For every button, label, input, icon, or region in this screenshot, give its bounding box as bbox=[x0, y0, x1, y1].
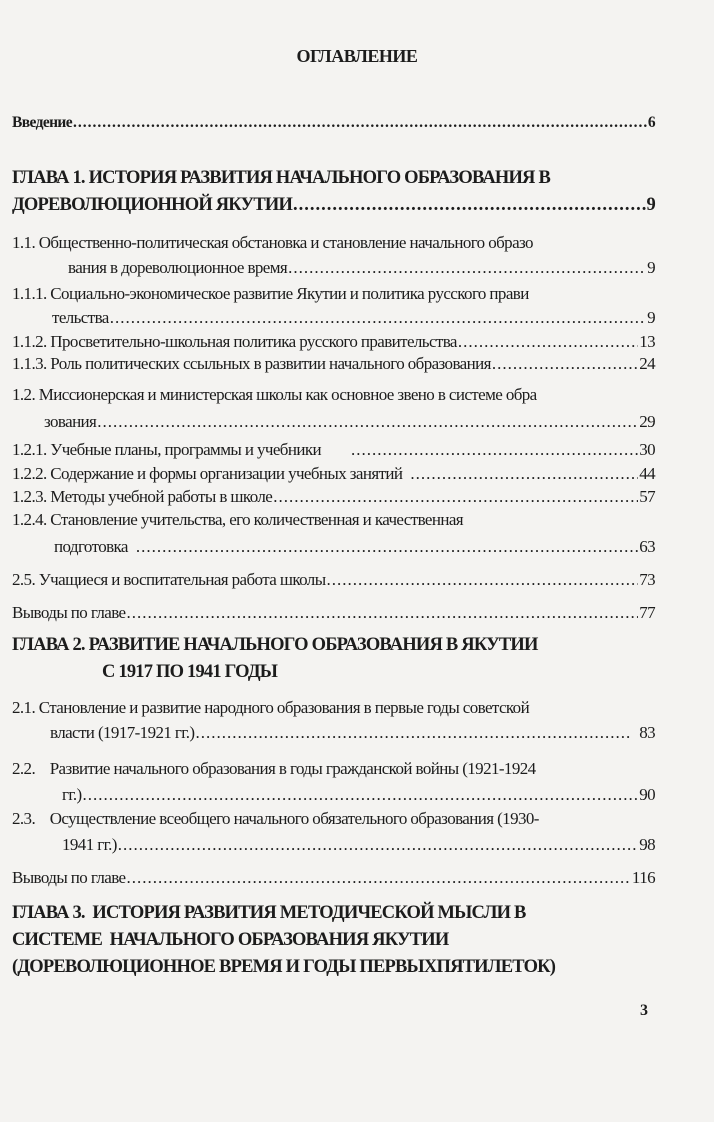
toc-entry-1-2-2 bbox=[12, 464, 655, 484]
toc-entry-1-1-1-cont bbox=[12, 308, 655, 328]
dot-leader bbox=[351, 440, 638, 460]
page-title: ОГЛАВЛЕНИЕ bbox=[296, 46, 418, 66]
entry-label: вания в дореволюционное время bbox=[68, 258, 288, 277]
dot-leader bbox=[273, 487, 638, 507]
toc-entry-1-1-3 bbox=[12, 354, 655, 374]
entry-page: 30 bbox=[639, 440, 655, 459]
entry-page: 44 bbox=[639, 464, 655, 483]
toc-entry-1-2-4: 1.2.4. Становление учительства, его количественная и качественная bbox=[12, 510, 464, 529]
toc-entry-1-2-1 bbox=[12, 440, 655, 460]
entry-label: 1941 гг.) bbox=[62, 835, 117, 854]
chapter-2-heading-cont: С 1917 ПО 1941 ГОДЫ bbox=[102, 662, 278, 682]
entry-page: 57 bbox=[639, 487, 655, 506]
dot-leader bbox=[126, 868, 630, 888]
dot-leader bbox=[73, 113, 647, 133]
entry-label: Выводы по главе bbox=[12, 868, 126, 887]
entry-label: гг.) bbox=[62, 785, 82, 804]
dot-leader bbox=[293, 195, 646, 215]
chapter-3-heading: ГЛАВА 3. ИСТОРИЯ РАЗВИТИЯ МЕТОДИЧЕСКОЙ МЫСЛИ В bbox=[12, 903, 526, 923]
entry-page: 9 bbox=[646, 195, 655, 215]
chapter-2-heading: ГЛАВА 2. РАЗВИТИЕ НАЧАЛЬНОГО ОБРАЗОВАНИЯ В ЯКУТИИ bbox=[12, 635, 538, 655]
toc-entry-2-1-cont bbox=[12, 723, 655, 743]
entry-page: 63 bbox=[639, 537, 655, 556]
entry-label: ДОРЕВОЛЮЦИОННОЙ ЯКУТИИ bbox=[12, 195, 293, 215]
entry-label: 1.1.3. Роль политических ссыльных в развитии начального образования bbox=[12, 354, 491, 373]
dot-leader bbox=[327, 570, 639, 590]
entry-page: 116 bbox=[631, 868, 655, 887]
dot-leader bbox=[126, 603, 638, 623]
entry-label: Выводы по главе bbox=[12, 603, 126, 622]
dot-leader bbox=[410, 464, 638, 484]
toc-entry-2-3: 2.3. Осуществление всеобщего начального обязательного образования (1930- bbox=[12, 809, 539, 828]
entry-page: 9 bbox=[647, 258, 655, 277]
dot-leader bbox=[83, 785, 639, 805]
toc-conclusions-1 bbox=[12, 603, 655, 623]
entry-page: 13 bbox=[639, 332, 655, 351]
chapter-3-heading-line2: СИСТЕМЕ НАЧАЛЬНОГО ОБРАЗОВАНИЯ ЯКУТИИ bbox=[12, 930, 449, 950]
entry-page: 24 bbox=[639, 354, 655, 373]
entry-label: зования bbox=[44, 412, 97, 431]
entry-label: тельства bbox=[52, 308, 109, 327]
toc-entry-2-5 bbox=[12, 570, 655, 590]
dot-leader bbox=[136, 537, 638, 557]
toc-entry-2-2: 2.2. Развитие начального образования в годы гражданской войны (1921-1924 bbox=[12, 759, 536, 778]
entry-label: 1.2.2. Содержание и формы организации учебных занятий bbox=[12, 464, 403, 483]
chapter-1-heading-cont bbox=[12, 195, 655, 215]
entry-page: 90 bbox=[639, 785, 655, 804]
entry-page: 77 bbox=[639, 603, 655, 622]
page-number: 3 bbox=[640, 1002, 648, 1019]
toc-entry-1-2-cont bbox=[12, 412, 655, 432]
toc-entry-1-1: 1.1. Общественно-политическая обстановка и становление начального образо bbox=[12, 233, 533, 252]
toc-entry-1-2: 1.2. Миссионерская и министерская школы как основное звено в системе обра bbox=[12, 385, 537, 404]
dot-leader bbox=[492, 354, 638, 374]
toc-entry-1-2-3 bbox=[12, 487, 655, 507]
toc-entry-1-1-1: 1.1.1. Социально-экономическое развитие Якутии и политика русского прави bbox=[12, 284, 529, 303]
toc-entry-2-3-cont bbox=[12, 835, 655, 855]
toc-entry-1-2-4-cont bbox=[12, 537, 655, 557]
toc-entry-1-1-2 bbox=[12, 332, 655, 352]
dot-leader bbox=[288, 258, 646, 278]
entry-page: 98 bbox=[639, 835, 655, 854]
dot-leader bbox=[195, 723, 632, 743]
entry-label: 2.5. Учащиеся и воспитательная работа школы bbox=[12, 570, 326, 589]
entry-page: 6 bbox=[647, 114, 655, 131]
chapter-3-heading-line3: (ДОРЕВОЛЮЦИОННОЕ ВРЕМЯ И ГОДЫ ПЕРВЫХПЯТИЛЕТОК) bbox=[12, 957, 556, 977]
entry-page: 73 bbox=[639, 570, 655, 589]
dot-leader bbox=[118, 835, 638, 855]
entry-page: 9 bbox=[647, 308, 655, 327]
toc-intro bbox=[12, 113, 655, 133]
entry-label: подготовка bbox=[54, 537, 128, 556]
entry-page: 83 bbox=[639, 723, 655, 742]
entry-label: 1.2.1. Учебные планы, программы и учебники bbox=[12, 440, 321, 459]
toc-entry-2-2-cont bbox=[12, 785, 655, 805]
toc-entry-1-1-cont bbox=[12, 258, 655, 278]
toc-conclusions-2 bbox=[12, 868, 655, 888]
entry-label: 1.2.3. Методы учебной работы в школе bbox=[12, 487, 273, 506]
dot-leader bbox=[110, 308, 646, 328]
chapter-1-heading: ГЛАВА 1. ИСТОРИЯ РАЗВИТИЯ НАЧАЛЬНОГО ОБРАЗОВАНИЯ В bbox=[12, 168, 550, 188]
dot-leader bbox=[458, 332, 638, 352]
entry-label: власти (1917-1921 гг.) bbox=[50, 723, 195, 742]
entry-label: 1.1.2. Просветительно-школьная политика русского правительства bbox=[12, 332, 457, 351]
toc-entry-2-1: 2.1. Становление и развитие народного образования в первые годы советской bbox=[12, 698, 530, 717]
entry-page: 29 bbox=[639, 412, 655, 431]
entry-label: Введение bbox=[12, 114, 73, 131]
dot-leader bbox=[97, 412, 638, 432]
